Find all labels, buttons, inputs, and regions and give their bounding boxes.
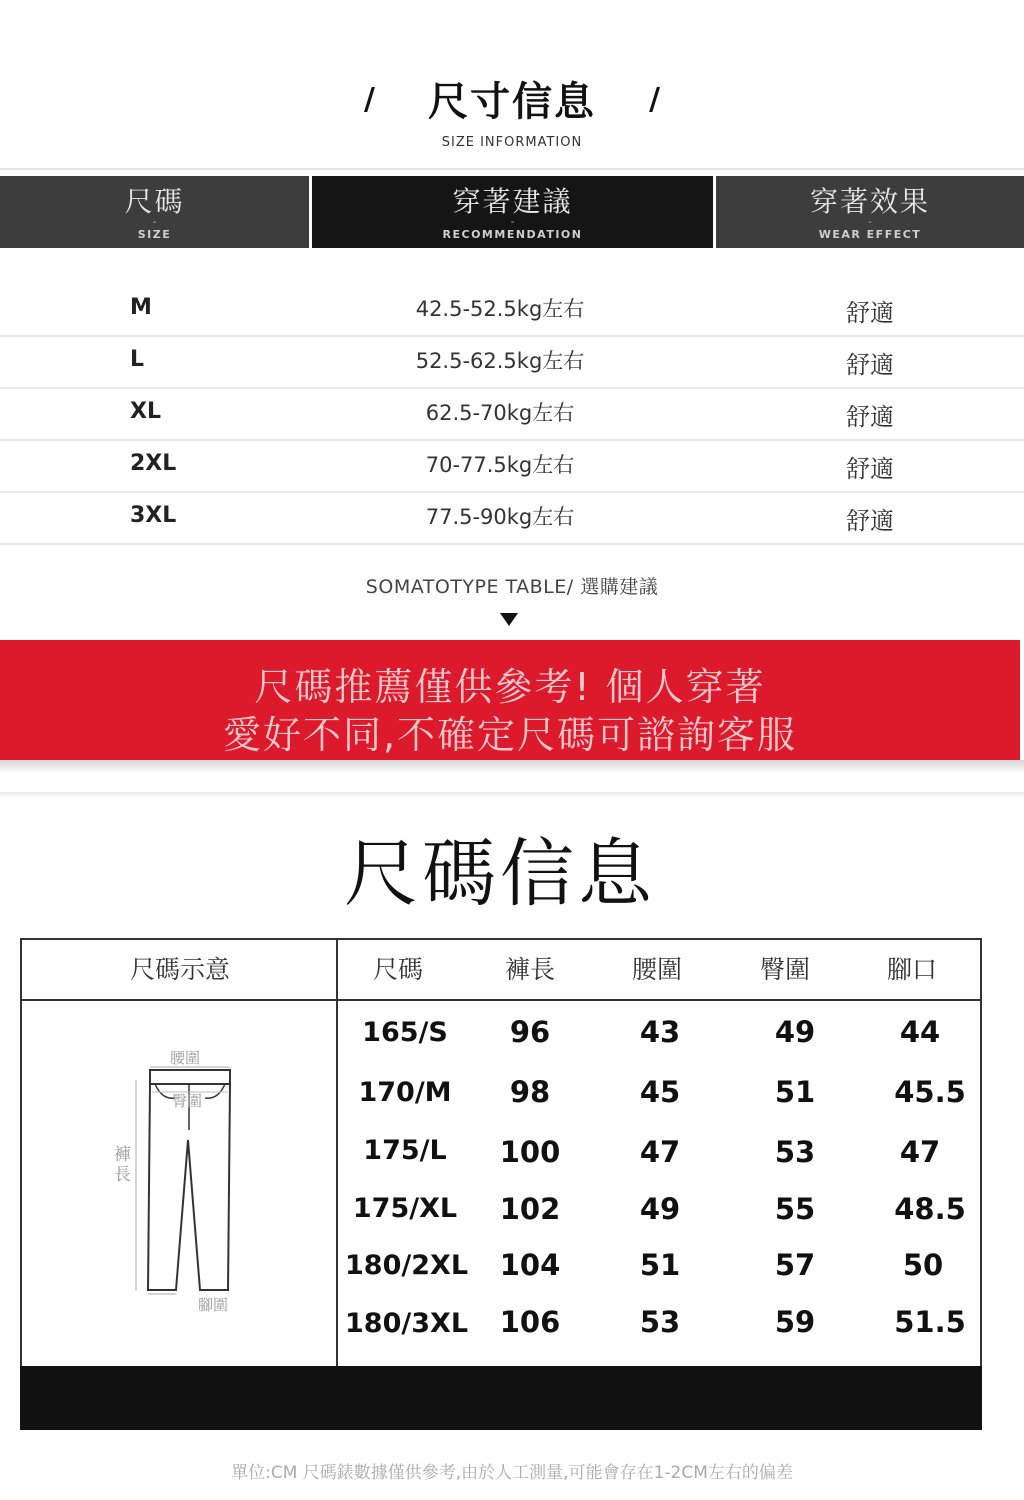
- table-footer-bar: [20, 1366, 982, 1430]
- effect-cell: 舒適: [846, 455, 894, 483]
- col-header-waist: 腰圍: [631, 955, 682, 984]
- table-cell-size: 165/S: [362, 1017, 448, 1048]
- header-wear-effect: [716, 176, 1024, 248]
- header-dash: -: [868, 217, 872, 228]
- table-cell-waist: 51: [639, 1248, 681, 1282]
- size-cell: L: [130, 347, 145, 372]
- effect-cell: 舒適: [846, 351, 894, 379]
- header-recommendation-zh: 穿著建議: [452, 185, 573, 218]
- table-cell-hem: 44: [899, 1015, 941, 1049]
- table-cell-hem: 45.5: [894, 1075, 966, 1109]
- col-header-diagram: 尺碼示意: [129, 955, 230, 984]
- table-row: [0, 283, 1024, 337]
- weight-cell: 42.5-52.5kg左右: [415, 297, 585, 321]
- table-row: [0, 387, 1024, 441]
- table-row: [0, 335, 1024, 389]
- weight-cell: 70-77.5kg左右: [425, 453, 575, 477]
- table-cell-hip: 49: [774, 1015, 816, 1049]
- header-recommendation-en: RECOMMENDATION: [442, 228, 583, 241]
- weight-cell: 77.5-90kg左右: [425, 505, 575, 529]
- table-cell-hip: 53: [774, 1135, 816, 1169]
- col-header-hip: 臀圍: [759, 955, 810, 984]
- page-title: 尺寸信息: [428, 79, 596, 125]
- weight-cell: 62.5-70kg左右: [425, 401, 575, 425]
- measurement-note: 單位:CM 尺碼錶數據僅供參考,由於人工測量,可能會存在1-2CM左右的偏差: [231, 1463, 793, 1483]
- diagram-label-length: 褲長: [114, 1145, 131, 1185]
- banner-line-2: 愛好不同,不確定尺碼可諮詢客服: [222, 713, 798, 757]
- effect-cell: 舒適: [846, 507, 894, 535]
- table-row: [0, 491, 1024, 545]
- size-info-heading: [0, 70, 1024, 127]
- table-cell-waist: 47: [639, 1135, 681, 1169]
- table-header-divider: [20, 999, 982, 1001]
- size-cell: XL: [130, 399, 161, 424]
- divider: [0, 168, 1024, 170]
- somatotype-caption: SOMATOTYPE TABLE/ 選購建議: [365, 576, 659, 598]
- table-cell-length: 106: [499, 1305, 561, 1339]
- table-cell-hip: 51: [774, 1075, 816, 1109]
- diagram-label-hip: 臀圍: [172, 1092, 203, 1110]
- table-cell-hem: 50: [902, 1248, 944, 1282]
- table-cell-length: 102: [499, 1192, 561, 1226]
- table-cell-hip: 57: [774, 1248, 816, 1282]
- slash-right: /: [649, 82, 661, 117]
- header-recommendation: [312, 176, 713, 248]
- table-cell-size: 175/XL: [352, 1193, 458, 1224]
- header-wear-effect-zh: 穿著效果: [809, 185, 930, 218]
- size-cell: 3XL: [130, 503, 177, 528]
- table-cell-waist: 49: [639, 1192, 681, 1226]
- weight-cell: 52.5-62.5kg左右: [415, 349, 585, 373]
- table-cell-hem: 51.5: [894, 1305, 966, 1339]
- table-cell-hip: 59: [774, 1305, 816, 1339]
- table-row: [0, 439, 1024, 493]
- table-cell-size: 170/M: [358, 1077, 452, 1108]
- col-header-size: 尺碼: [372, 955, 423, 984]
- header-wear-effect-en: WEAR EFFECT: [818, 228, 922, 241]
- table-cell-waist: 43: [639, 1015, 681, 1049]
- diagram-label-hem: 腳圍: [198, 1296, 229, 1314]
- table-cell-size: 180/2XL: [345, 1250, 469, 1281]
- banner-line-1: 尺碼推薦僅供參考! 個人穿著: [254, 665, 766, 709]
- triangle-down-icon: [500, 613, 518, 626]
- effect-cell: 舒適: [846, 299, 894, 327]
- table-cell-length: 98: [509, 1075, 551, 1109]
- header-size-en: SIZE: [137, 228, 172, 241]
- table-cell-hem: 48.5: [894, 1192, 966, 1226]
- table-cell-length: 104: [499, 1248, 561, 1282]
- size-cell: 2XL: [130, 451, 177, 476]
- table-cell-waist: 53: [639, 1305, 681, 1339]
- size-cell: M: [130, 295, 152, 320]
- col-header-hem: 腳口: [886, 955, 937, 984]
- table-cell-length: 96: [509, 1015, 551, 1049]
- diagram-label-waist: 腰圍: [170, 1049, 201, 1067]
- header-size-zh: 尺碼: [124, 185, 185, 218]
- banner-shadow: [0, 760, 1024, 774]
- table-cell-size: 175/L: [363, 1135, 447, 1166]
- header-dash: -: [510, 217, 515, 228]
- slash-left: /: [363, 82, 375, 117]
- table-cell-size: 180/3XL: [345, 1308, 469, 1339]
- header-size: [0, 176, 309, 248]
- table-cell-waist: 45: [639, 1075, 681, 1109]
- effect-cell: 舒適: [846, 403, 894, 431]
- table-cell-hem: 47: [899, 1135, 941, 1169]
- table-cell-length: 100: [499, 1135, 561, 1169]
- size-chart-title: 尺碼信息: [344, 831, 656, 917]
- disclaimer-banner: [0, 640, 1020, 760]
- header-dash: -: [152, 217, 157, 228]
- section-divider: [0, 792, 1024, 798]
- col-header-length: 褲長: [504, 955, 555, 984]
- table-cell-hip: 55: [774, 1192, 816, 1226]
- page-subtitle: SIZE INFORMATION: [441, 135, 583, 150]
- table-column-divider: [336, 938, 338, 1366]
